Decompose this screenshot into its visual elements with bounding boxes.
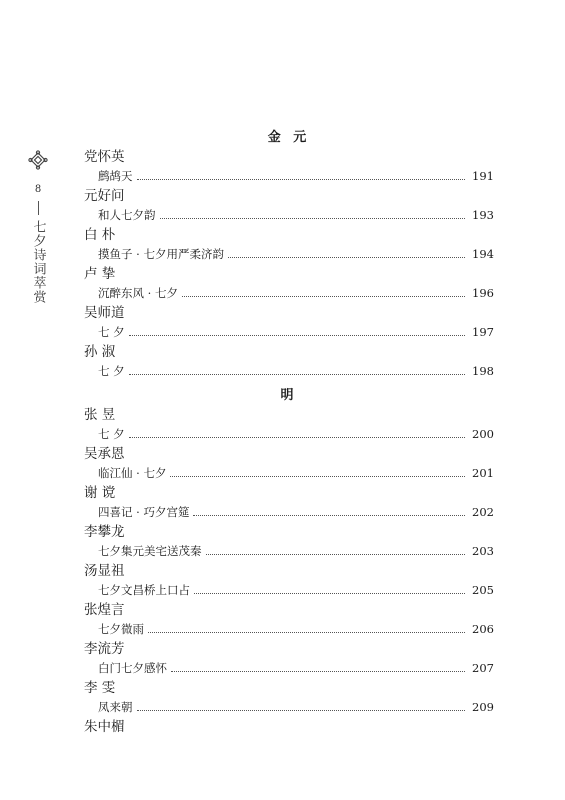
margin-divider [38, 201, 39, 215]
toc-entry-title: 临江仙 · 七夕 [98, 466, 167, 480]
dot-leader [129, 437, 465, 438]
toc-author: 张 昱 [84, 407, 116, 423]
toc-author: 张煌言 [84, 602, 125, 618]
toc-entry-title: 七 夕 [98, 364, 125, 378]
dot-leader [206, 554, 466, 555]
toc-entry-page: 191 [472, 169, 494, 183]
toc-entry[interactable] [84, 503, 494, 521]
knot-ornament-icon [28, 150, 48, 170]
toc-entry-title: 四喜记 · 巧夕宫筵 [98, 505, 190, 519]
toc-entry-title: 七夕文昌桥上口占 [98, 583, 190, 597]
toc-author: 朱中楣 [84, 719, 125, 735]
toc-entry[interactable] [84, 542, 494, 560]
toc-entry-title: 摸鱼子 · 七夕用严柔济韵 [98, 247, 224, 261]
toc-entry[interactable] [84, 206, 494, 224]
toc-entry-title: 和人七夕韵 [98, 208, 156, 222]
toc-entry-page: 198 [472, 364, 494, 378]
toc-author: 白 朴 [84, 227, 116, 243]
toc-author: 吴承恩 [84, 446, 125, 462]
toc-entry-page: 196 [472, 286, 494, 300]
toc-entry-title: 凤来朝 [98, 700, 133, 714]
toc-author: 孙 淑 [84, 344, 116, 360]
toc-author: 李流芳 [84, 641, 125, 657]
toc-entry[interactable] [84, 167, 494, 185]
dot-leader [137, 710, 466, 711]
toc-entry-title: 白门七夕感怀 [98, 661, 167, 675]
toc-entry-page: 207 [472, 661, 494, 675]
toc-entry-page: 193 [472, 208, 494, 222]
dot-leader [182, 296, 465, 297]
dot-leader [170, 476, 465, 477]
dot-leader [129, 374, 465, 375]
toc-author: 卢 挚 [84, 266, 116, 282]
toc-entry-page: 203 [472, 544, 494, 558]
running-title: 七夕诗词萃赏 [30, 220, 46, 304]
dot-leader [171, 671, 465, 672]
dot-leader [148, 632, 465, 633]
toc-entry-title: 七夕集元美宅送茂秦 [98, 544, 202, 558]
toc-entry[interactable] [84, 464, 494, 482]
toc-entry-page: 209 [472, 700, 494, 714]
toc-entry[interactable] [84, 659, 494, 677]
dot-leader [137, 179, 466, 180]
dot-leader [194, 593, 465, 594]
toc-entry-title: 七夕微雨 [98, 622, 144, 636]
side-margin [26, 150, 50, 304]
section-body [84, 148, 494, 380]
toc-entry[interactable] [84, 245, 494, 263]
toc-section-ming [84, 386, 494, 737]
toc-entry-page: 201 [472, 466, 494, 480]
dot-leader [193, 515, 465, 516]
dot-leader [129, 335, 465, 336]
toc-author: 李 雯 [84, 680, 116, 696]
toc-entry[interactable] [84, 698, 494, 716]
toc-author: 党怀英 [84, 149, 125, 165]
toc-entry-page: 197 [472, 325, 494, 339]
section-body [84, 406, 494, 737]
toc-author: 吴师道 [84, 305, 125, 321]
dot-leader [160, 218, 466, 219]
toc-author: 李攀龙 [84, 524, 125, 540]
section-title: 明 [280, 388, 298, 403]
toc-entry-title: 沉醉东风 · 七夕 [98, 286, 178, 300]
toc-entry-page: 194 [472, 247, 494, 261]
toc-section-jin-yuan [84, 128, 494, 382]
toc-entry-title: 鹧鸪天 [98, 169, 133, 183]
toc-entry[interactable] [84, 425, 494, 443]
section-title: 金 元 [267, 130, 311, 145]
toc-entry-title: 七 夕 [98, 325, 125, 339]
toc-entry-page: 200 [472, 427, 494, 441]
toc-author: 谢 谠 [84, 485, 116, 501]
toc-entry[interactable] [84, 581, 494, 599]
toc-entry-page: 202 [472, 505, 494, 519]
toc-author: 汤显祖 [84, 563, 125, 579]
toc-entry[interactable] [84, 323, 494, 341]
toc-author: 元好问 [84, 188, 125, 204]
toc-entry-page: 205 [472, 583, 494, 597]
toc-entry[interactable] [84, 620, 494, 638]
toc-entry-page: 206 [472, 622, 494, 636]
page-number: 8 [34, 184, 42, 195]
toc-entry-title: 七 夕 [98, 427, 125, 441]
dot-leader [228, 257, 465, 258]
toc-entry[interactable] [84, 284, 494, 302]
toc-entry[interactable] [84, 362, 494, 380]
